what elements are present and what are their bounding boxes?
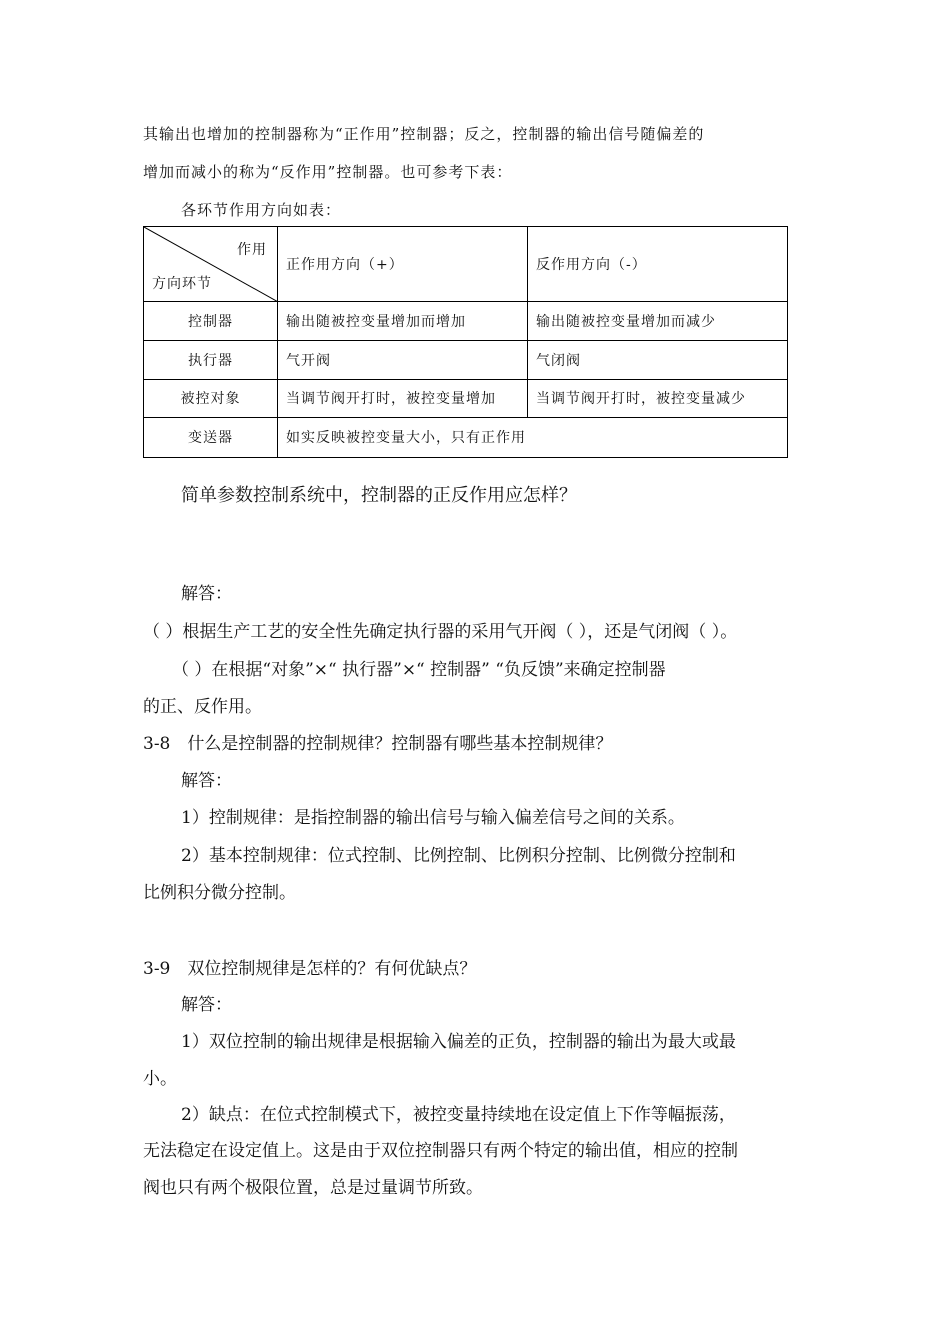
answer-line: （ ）根据生产工艺的安全性先确定执行器的采用气开阀（ ），还是气闭阀（ ）。: [143, 622, 738, 642]
answer-line: 1）双位控制的输出规律是根据输入偏差的正负，控制器的输出为最大或最: [181, 1032, 736, 1052]
answer-line: 无法稳定在设定值上。这是由于双位控制器只有两个特定的输出值，相应的控制: [143, 1141, 738, 1161]
cell-negative: 输出随被控变量增加而减少: [528, 302, 788, 341]
table-corner-cell: [144, 227, 278, 302]
table-row: [144, 302, 788, 341]
question-3-8: 3-8 什么是控制器的控制规律？控制器有哪些基本控制规律？: [143, 734, 613, 754]
table-header-row: [144, 227, 788, 302]
answer-line: 2）缺点：在位式控制模式下，被控变量持续地在设定值上下作等幅振荡，: [181, 1105, 736, 1125]
answer-line: 1）控制规律：是指控制器的输出信号与输入偏差信号之间的关系。: [181, 808, 685, 828]
answer-label: 解答：: [181, 995, 232, 1015]
cell-merged: 如实反映被控变量大小，只有正作用: [278, 417, 788, 457]
row-label: 被控对象: [144, 379, 278, 417]
corner-top-label: 作用: [237, 242, 267, 258]
table-caption: 各环节作用方向如表：: [181, 201, 342, 219]
answer-label: 解答：: [181, 584, 232, 604]
cell-positive: 输出随被控变量增加而增加: [278, 302, 528, 341]
cell-positive: 当调节阀开打时，被控变量增加: [278, 379, 528, 417]
paragraph-line: 其输出也增加的控制器称为“正作用”控制器；反之，控制器的输出信号随偏差的: [143, 125, 705, 143]
corner-bottom-label: 方向环节: [152, 276, 212, 293]
answer-line: 阀也只有两个极限位置，总是过量调节所致。: [143, 1178, 483, 1198]
answer-line: （ ）在根据“对象”×“ 执行器”×“ 控制器” “负反馈”来确定控制器: [172, 660, 666, 680]
cell-positive: 气开阀: [278, 341, 528, 379]
question-line: 简单参数控制系统中，控制器的正反作用应怎样？: [181, 485, 577, 506]
paragraph-line: 增加而减小的称为“反作用”控制器。也可参考下表：: [143, 163, 513, 181]
answer-line: 比例积分微分控制。: [143, 883, 296, 903]
cell-negative: 当调节阀开打时，被控变量减少: [528, 379, 788, 417]
answer-line: 2）基本控制规律：位式控制、比例控制、比例积分控制、比例微分控制和: [181, 846, 736, 866]
answer-line: 的正、反作用。: [143, 697, 262, 717]
table-row: [144, 417, 788, 457]
answer-label: 解答：: [181, 771, 232, 791]
column-header-positive: 正作用方向（+）: [278, 227, 528, 302]
table-row: [144, 379, 788, 417]
table-row: [144, 341, 788, 379]
row-label: 变送器: [144, 417, 278, 457]
column-header-negative: 反作用方向（-）: [528, 227, 788, 302]
row-label: 执行器: [144, 341, 278, 379]
direction-table: [143, 226, 788, 458]
cell-negative: 气闭阀: [528, 341, 788, 379]
question-3-9: 3-9 双位控制规律是怎样的？有何优缺点？: [143, 959, 477, 979]
row-label: 控制器: [144, 302, 278, 341]
answer-line: 小。: [143, 1069, 177, 1089]
